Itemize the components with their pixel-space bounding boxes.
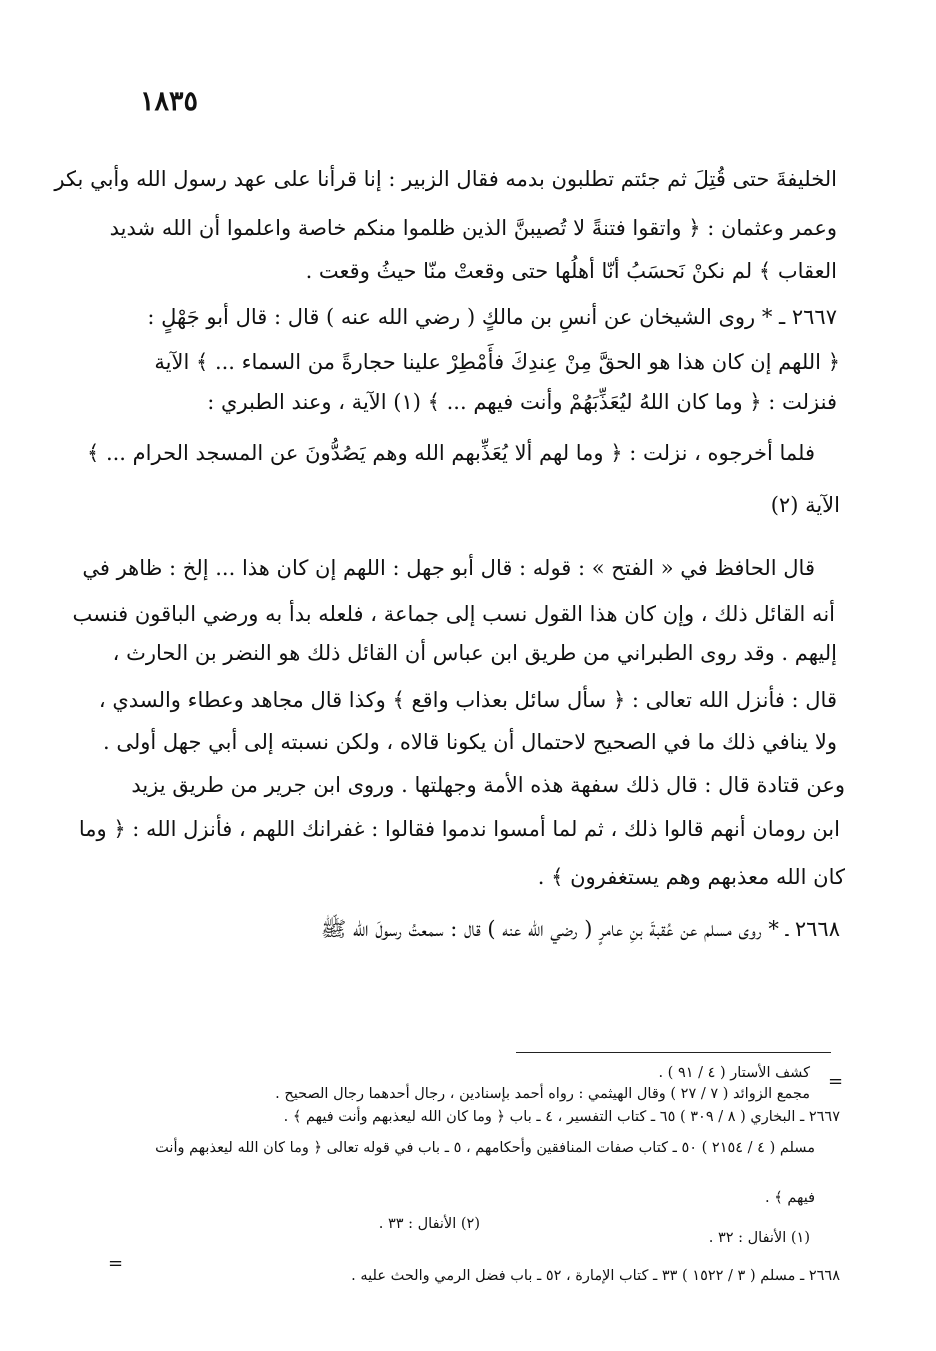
main-line: ﴿ اللهم إن كان هذا هو الحقَّ مِنْ عِندِكَ فأَمْطِرْ علينا حجارةً من السماء ... ﴾ الآية: [154, 350, 840, 374]
footnote-ref-2: (٢) الأنفال : ٣٣ .: [378, 1216, 480, 1232]
footnote-separator: [516, 1052, 831, 1053]
continuation-mark: =: [108, 1253, 124, 1274]
main-line: كان الله معذبهم وهم يستغفرون ﴾ .: [537, 865, 845, 889]
main-line: الخليفةَ حتى قُتِلَ ثم جئتم تطلبون بدمه فقال الزبير : إنا قرأنا على عهد رسول الله وأبي بكر: [54, 167, 837, 191]
footnote-line: كشف الأستار ( ٤ / ٩١ ) .: [658, 1065, 810, 1081]
footnote-line: ٢٦٦٨ ـ مسلم ( ٣ / ١٥٢٢ ) ٣٣ ـ كتاب الإمارة ، ٥٢ ـ باب فضل الرمي والحث عليه .: [351, 1268, 840, 1284]
footnote-ref-1: (١) الأنفال : ٣٢ .: [708, 1230, 810, 1246]
main-line: أنه القائل ذلك ، وإن كان هذا القول نسب إلى جماعة ، فلعله بدأ به ورضي الباقون فنسب: [72, 602, 835, 626]
main-line: ابن رومان أنهم قالوا ذلك ، ثم لما أمسوا ندموا فقالوا : غفرانك اللهم ، فأنزل الله : ﴿ وما: [78, 817, 840, 841]
main-line: وعمر وعثمان : ﴿ واتقوا فتنةً لا تُصيبنَّ الذين ظلموا منكم خاصة واعلموا أن الله شديد: [109, 216, 837, 240]
footnote-line: مجمع الزوائد ( ٧ / ٢٧ ) وقال الهيثمي : رواه أحمد بإسنادين ، رجال أحدهما رجال الصحيح .: [275, 1086, 810, 1102]
main-line: العقاب ﴾ لم نكنْ نَحسَبُ أنّا أهلُها حتى وقعتْ منّا حيثُ وقعت .: [305, 259, 837, 283]
hadith-2668-heading: ٢٦٦٨ ـ * روى مسلم عن عُقبةَ بنِ عامرٍ ( رضي الله عنه ) قال : سمعتُ رسولَ الله ﷺ: [320, 917, 840, 941]
main-line: الآية (٢): [770, 493, 840, 517]
main-line: وعن قتادة قال : قال ذلك سفهة هذه الأمة وجهلتها . وروى ابن جرير من طريق يزيد: [131, 773, 845, 797]
hadith-2667-heading: ٢٦٦٧ ـ * روى الشيخان عن أنسِ بن مالكٍ ( رضي الله عنه ) قال : قال أبو جَهْلٍ :: [147, 305, 837, 329]
footnote-line: مسلم ( ٤ / ٢١٥٤ ) ٥٠ ـ كتاب صفات المنافقين وأحكامهم ، ٥ ـ باب في قوله تعالى ﴿ وما كان الله ليعذبهم وأنت: [155, 1140, 815, 1156]
main-line: قال الحافظ في « الفتح » : قوله : قال أبو جهل : اللهم إن كان هذا ... إلخ : ظاهر في: [82, 556, 815, 580]
main-line: قال : فأنزل الله تعالى : ﴿ سأل سائل بعذاب واقع ﴾ وكذا قال مجاهد وعطاء والسدي ،: [98, 688, 837, 712]
continuation-mark: =: [828, 1071, 844, 1092]
main-line: فلما أخرجوه ، نزلت : ﴿ وما لهم ألا يُعَذِّبهم الله وهم يَصُدُّونَ عن المسجد الحرام ... ﴾: [86, 441, 815, 465]
footnote-line: ٢٦٦٧ ـ البخاري ( ٨ / ٣٠٩ ) ٦٥ ـ كتاب التفسير ، ٤ ـ باب ﴿ وما كان الله ليعذبهم وأنت فيهم ﴾ .: [283, 1109, 840, 1125]
main-line: فنزلت : ﴿ وما كان اللهُ ليُعَذِّبَهُمْ وأنت فيهم ... ﴾ (١) الآية ، وعند الطبري :: [207, 390, 837, 414]
main-line: ولا ينافي ذلك ما في الصحيح لاحتمال أن يكونا قالاه ، ولكن نسبته إلى أبي جهل أولى .: [103, 730, 837, 754]
footnote-line: فيهم ﴾ .: [765, 1190, 815, 1206]
main-line: إليهم . وقد روى الطبراني من طريق ابن عباس أن القائل ذلك هو النضر بن الحارث ،: [112, 641, 837, 665]
page-number: ١٨٣٥: [140, 86, 199, 117]
